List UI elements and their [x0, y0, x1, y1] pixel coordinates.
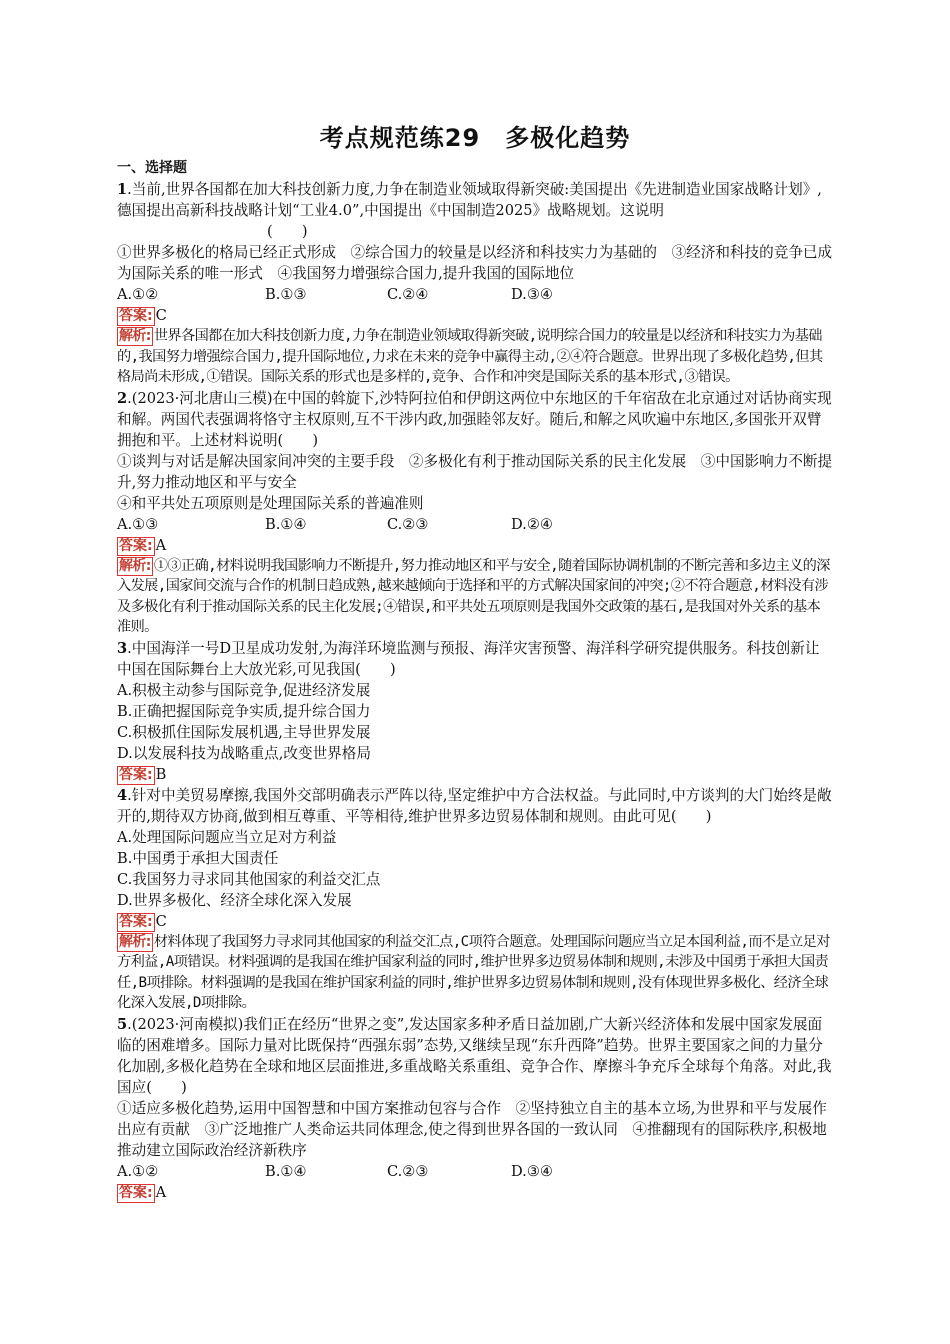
option-row	[117, 1161, 833, 1182]
option-a: A.处理国际问题应当立足对方利益	[117, 828, 337, 846]
question-statements: ①世界多极化的格局已经正式形成 ②综合国力的较量是以经济和科技实力为基础的 ③经济和科技的竞争已成为国际关系的唯一形式 ④我国努力增强综合国力,提升我国的国际地位	[117, 244, 833, 282]
option-d: D.世界多极化、经济全球化深入发展	[117, 891, 352, 909]
option-b: B.中国勇于承担大国责任	[117, 849, 279, 867]
answer-value: B	[155, 765, 167, 783]
answer-tag: 答案:	[119, 766, 153, 783]
explain-tag: 解析:	[119, 933, 151, 950]
question-statements: ①谈判与对话是解决国家间冲突的主要手段 ②多极化有利于推动国际关系的民主化发展 ③中国影响力不断提升,努力推动地区和平与安全	[117, 452, 833, 491]
question-text: .中国海洋一号D卫星成功发射,为海洋环境监测与预报、海洋灾害预警、海洋科学研究提供服务。科技创新让中国在国际舞台上大放光彩,可见我国( )	[117, 639, 820, 678]
option-a: A.①③	[117, 515, 159, 533]
explain-tag: 解析:	[119, 557, 151, 574]
explanation-text: ①③正确,材料说明我国影响力不断提升,努力推动地区和平与安全,随着国际协调机制的不断完善和多边主义的深入发展,国家间交流与合作的机制日趋成熟,越来越倾向于选择和平的方式解决国家间的冲突;②不符合题意,材料没有涉及多极化有利于推动国际关系的民主化发展;④错误,和平共处五项原则是我国外交政策的基石,是我国对外关系的基本准则。	[117, 557, 830, 635]
question-text: .当前,世界各国都在加大科技创新力度,力争在制造业领域取得新突破:美国提出《先进制造业国家战略计划》,德国提出高新科技战略计划“工业4.0”,中国提出《中国制造2025》战略规划。这说明	[117, 181, 822, 219]
option-c: C.②③	[387, 1162, 429, 1180]
option-d: D.以发展科技为战略重点,改变世界格局	[117, 744, 371, 762]
option-c: C.②③	[387, 515, 429, 533]
explanation	[117, 326, 833, 388]
answer-value: A	[155, 1183, 167, 1201]
option-a: A.积极主动参与国际竞争,促进经济发展	[117, 681, 371, 699]
option-d: D.③④	[511, 286, 553, 303]
option-d: D.②④	[511, 515, 553, 533]
explain-tag: 解析:	[119, 328, 151, 344]
option-row	[117, 514, 833, 535]
option-b: B.正确把握国际竞争实质,提升综合国力	[117, 702, 371, 720]
question-statements: ①适应多极化趋势,运用中国智慧和中国方案推动包容与合作 ②坚持独立自主的基本立场,为世界和平与发展作出应有贡献 ③广泛地推广人类命运共同体理念,使之得到世界各国的一致认同 ④推翻现有的国际秩序,积极地推动建立国际政治经济新秩序	[117, 1099, 827, 1159]
answer-blank: ( )	[267, 223, 308, 240]
explanation-text: 世界各国都在加大科技创新力度,力争在制造业领域取得新突破,说明综合国力的较量是以经济和科技实力为基础的,我国努力增强综合国力,提升国际地位,力求在未来的竞争中赢得主动,②④符合题意。世界出现了多极化趋势,但其格局尚未形成,①错误。国际关系的形式也是多样的,竞争、合作和冲突是国际关系的基本形式,③错误。	[117, 328, 823, 385]
question-text: .(2023·河南模拟)我们正在经历“世界之变”,发达国家多种矛盾日益加剧,广大新兴经济体和发展中国家发展面临的困难增多。国际力量对比既保持“西强东弱”态势,又继续呈现“东升西降”趋势。世界主要国家之间的力量分化加剧,多极化趋势在全球和地区层面推进,多重战略关系重组、竞争合作、摩擦斗争充斥全球每个角落。对此,我国应( )	[117, 1015, 832, 1096]
answer-line	[117, 305, 833, 326]
question-2	[117, 388, 833, 638]
answer-value: C	[155, 307, 167, 324]
answer-value: C	[155, 912, 167, 930]
page-title: 考点规范练29 多极化趋势	[319, 124, 631, 152]
option-a: A.①②	[117, 1162, 159, 1180]
option-b: B.①④	[265, 1162, 307, 1180]
answer-line	[117, 535, 833, 556]
question-number: 2	[117, 389, 128, 407]
explanation	[117, 932, 833, 1014]
explanation	[117, 556, 833, 638]
answer-value: A	[155, 536, 167, 554]
option-b: B.①④	[265, 515, 307, 533]
question-text: .(2023·河北唐山三模)在中国的斡旋下,沙特阿拉伯和伊朗这两位中东地区的千年宿敌在北京通过对话协商实现和解。两国代表强调将恪守主权原则,互不干涉内政,加强睦邻友好。随后,和解之风吹遍中东地区,多国张开双臂拥抱和平。上述材料说明( )	[117, 389, 832, 449]
option-a: A.①②	[117, 286, 159, 303]
answer-tag: 答案:	[119, 537, 153, 554]
section-heading: 一、选择题	[117, 160, 187, 176]
option-c: C.积极抓住国际发展机遇,主导世界发展	[117, 723, 371, 741]
option-c: C.我国努力寻求同其他国家的利益交汇点	[117, 870, 381, 888]
explanation-text: 材料体现了我国努力寻求同其他国家的利益交汇点,C项符合题意。处理国际问题应当立足本国利益,而不是立足对方利益,A项错误。材料强调的是我国在维护国家利益的同时,维护世界多边贸易体制和规则,未涉及中国勇于承担大国责任,B项排除。材料强调的是我国在维护国家利益的同时,维护世界多边贸易体制和规则,没有体现世界多极化、经济全球化深入发展,D项排除。	[117, 933, 830, 1011]
question-5	[117, 1014, 833, 1203]
answer-tag: 答案:	[119, 308, 153, 324]
answer-tag: 答案:	[119, 1184, 153, 1201]
document-page	[117, 118, 833, 1203]
question-1	[117, 179, 833, 388]
answer-tag: 答案:	[119, 913, 153, 930]
question-text: .针对中美贸易摩擦,我国外交部明确表示严阵以待,坚定维护中方合法权益。与此同时,中方谈判的大门始终是敞开的,期待双方协商,做到相互尊重、平等相待,维护世界多边贸易体制和规则。由此可见( )	[117, 786, 832, 825]
question-statement-4: ④和平共处五项原则是处理国际关系的普遍准则	[117, 494, 424, 512]
answer-line	[117, 764, 833, 785]
answer-line	[117, 1182, 833, 1203]
answer-line	[117, 911, 833, 932]
question-number: 3	[117, 639, 128, 657]
question-number: 5	[117, 1015, 128, 1033]
question-number: 1	[117, 181, 128, 198]
option-c: C.②④	[387, 286, 429, 303]
question-4	[117, 785, 833, 1014]
question-3	[117, 638, 833, 785]
option-b: B.①③	[265, 286, 307, 303]
question-number: 4	[117, 786, 128, 804]
option-row	[117, 284, 833, 305]
option-d: D.③④	[511, 1162, 553, 1180]
